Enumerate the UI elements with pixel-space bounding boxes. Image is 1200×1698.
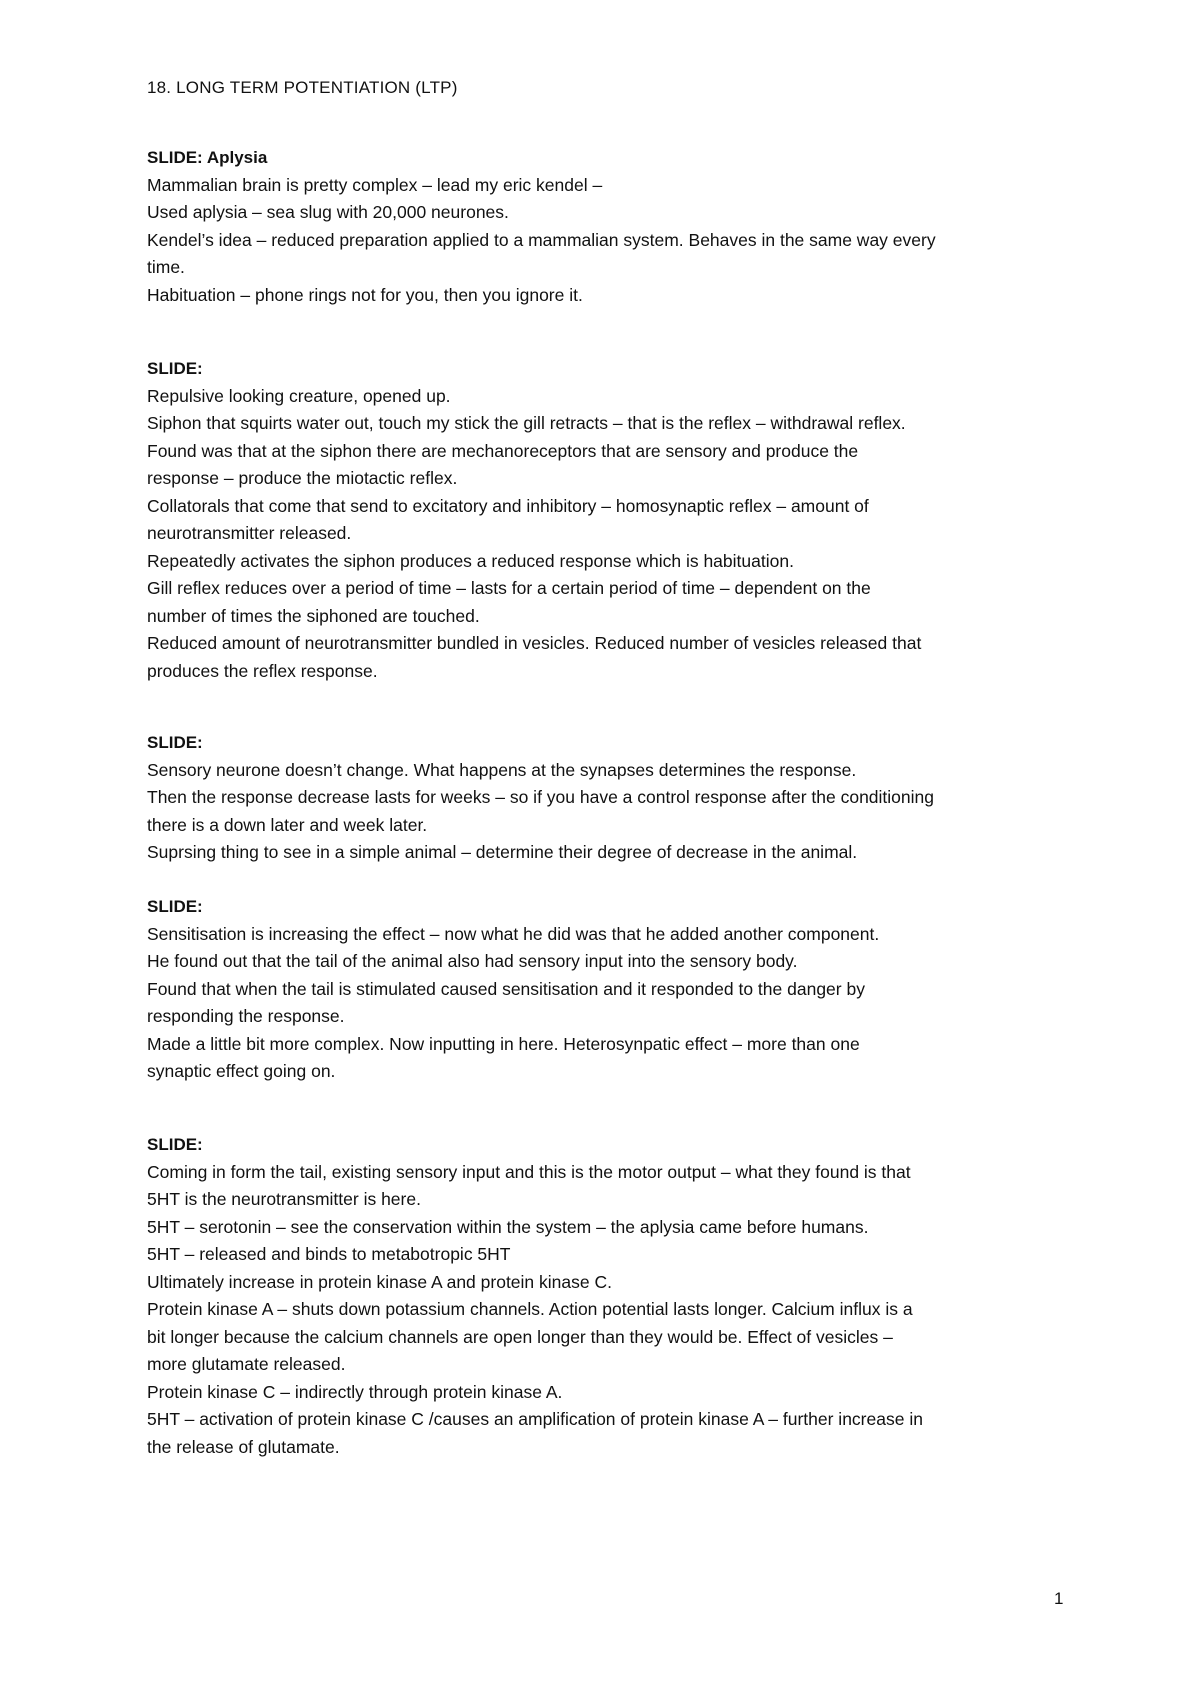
paragraph-line: 5HT is the neurotransmitter is here. bbox=[147, 1189, 421, 1209]
paragraph-line: produces the reflex response. bbox=[147, 660, 378, 681]
paragraph-line: Repulsive looking creature, opened up. bbox=[147, 385, 451, 406]
slide-heading: SLIDE: bbox=[147, 359, 203, 378]
paragraph-line: synaptic effect going on. bbox=[147, 1061, 336, 1081]
slide-section bbox=[147, 893, 1077, 1086]
slide-section bbox=[147, 355, 1077, 685]
paragraph-line: Found was that at the siphon there are mechanoreceptors that are sensory and produce the bbox=[147, 440, 859, 461]
slide-heading: SLIDE: Aplysia bbox=[147, 148, 268, 167]
paragraph-line: the release of glutamate. bbox=[147, 1436, 340, 1457]
paragraph-line: Coming in form the tail, existing sensory input and this is the motor output – what they found is that bbox=[147, 1161, 911, 1182]
slide-section bbox=[147, 1131, 1077, 1461]
paragraph-line: Collatorals that come that send to excitatory and inhibitory – homosynaptic reflex – amount of bbox=[147, 495, 869, 516]
paragraph-line: Then the response decrease lasts for weeks – so if you have a control response after the conditioning bbox=[147, 787, 934, 807]
slide-heading: SLIDE: bbox=[147, 897, 203, 916]
paragraph-line: time. bbox=[147, 257, 185, 277]
paragraph-line: there is a down later and week later. bbox=[147, 814, 428, 835]
paragraph-line: Reduced amount of neurotransmitter bundled in vesicles. Reduced number of vesicles released that bbox=[147, 633, 922, 653]
paragraph-line: Protein kinase A – shuts down potassium channels. Action potential lasts longer. Calcium influx is a bbox=[147, 1299, 913, 1319]
paragraph-line: Found that when the tail is stimulated caused sensitisation and it responded to the danger by bbox=[147, 978, 865, 999]
paragraph-line: response – produce the miotactic reflex. bbox=[147, 468, 458, 488]
paragraph-line: responding the response. bbox=[147, 1006, 345, 1026]
paragraph-line: number of times the siphoned are touched. bbox=[147, 605, 480, 626]
slide-section bbox=[147, 729, 1077, 867]
paragraph-line: 5HT – released and binds to metabotropic 5HT bbox=[147, 1244, 511, 1264]
document-title: 18. LONG TERM POTENTIATION (LTP) bbox=[147, 78, 458, 97]
paragraph-line: Mammalian brain is pretty complex – lead my eric kendel – bbox=[147, 174, 603, 195]
paragraph-line: Sensory neurone doesn’t change. What happens at the synapses determines the response. bbox=[147, 759, 857, 780]
paragraph-line: Suprsing thing to see in a simple animal – determine their degree of decrease in the animal. bbox=[147, 842, 858, 862]
page-number: 1 bbox=[1054, 1589, 1064, 1608]
paragraph-line: Sensitisation is increasing the effect – now what he did was that he added another component. bbox=[147, 923, 880, 944]
slide-section bbox=[147, 144, 1077, 309]
paragraph-line: He found out that the tail of the animal also had sensory input into the sensory body. bbox=[147, 951, 798, 971]
slide-heading: SLIDE: bbox=[147, 1135, 203, 1154]
paragraph-line: 5HT – serotonin – see the conservation within the system – the aplysia came before humans. bbox=[147, 1216, 869, 1237]
paragraph-line: Siphon that squirts water out, touch my stick the gill retracts – that is the reflex – withdrawal reflex. bbox=[147, 413, 906, 433]
paragraph-line: Gill reflex reduces over a period of time – lasts for a certain period of time – dependent on the bbox=[147, 578, 871, 598]
paragraph-line: more glutamate released. bbox=[147, 1354, 346, 1374]
paragraph-line: neurotransmitter released. bbox=[147, 523, 352, 543]
paragraph-line: Habituation – phone rings not for you, then you ignore it. bbox=[147, 284, 583, 305]
paragraph-line: Protein kinase C – indirectly through protein kinase A. bbox=[147, 1381, 563, 1402]
paragraph-line: Ultimately increase in protein kinase A and protein kinase C. bbox=[147, 1271, 612, 1292]
paragraph-line: Made a little bit more complex. Now inputting in here. Heterosynpatic effect – more than one bbox=[147, 1033, 860, 1054]
paragraph-line: Used aplysia – sea slug with 20,000 neurones. bbox=[147, 202, 509, 222]
paragraph-line: Repeatedly activates the siphon produces a reduced response which is habituation. bbox=[147, 550, 794, 571]
paragraph-line: 5HT – activation of protein kinase C /causes an amplification of protein kinase A – further increase in bbox=[147, 1409, 923, 1429]
paragraph-line: bit longer because the calcium channels are open longer than they would be. Effect of vesicles – bbox=[147, 1326, 893, 1347]
slide-heading: SLIDE: bbox=[147, 733, 203, 752]
paragraph-line: Kendel’s idea – reduced preparation applied to a mammalian system. Behaves in the same way every bbox=[147, 229, 936, 250]
